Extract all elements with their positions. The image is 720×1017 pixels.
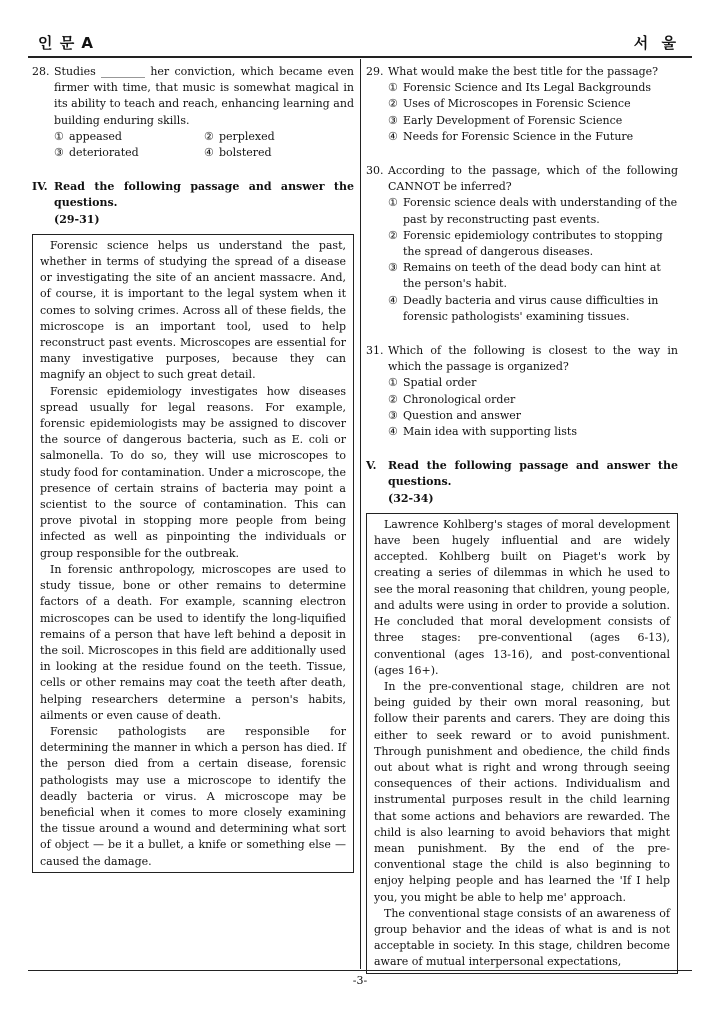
right-column [366,64,678,974]
question-28 [32,64,354,129]
page-header [28,32,692,54]
option-3[interactable]: ③ deteriorated [54,146,139,160]
option-4[interactable]: ④ Needs for Forensic Science in the Future [388,129,634,143]
question-number: 28. [32,65,50,78]
column-divider [360,59,361,969]
question-31 [366,343,678,375]
question-28-options [54,129,354,161]
section-title: Read the following passage and answer the questions. [54,180,354,210]
option-4[interactable]: ④ bolstered [204,146,272,160]
option-3[interactable]: ③ Early Development of Forensic Science [388,113,623,127]
option-2[interactable]: ② perplexed [204,129,275,143]
option-2[interactable]: ② Forensic epidemiology contributes to stopping the spread of dangerous diseases. [388,228,663,259]
option-1[interactable]: ① Spatial order [388,376,477,390]
question-stem: According to the passage, which of the following CANNOT be inferred? [388,164,678,194]
passage-kohlberg [366,513,678,974]
section-5-heading: V. Read the following passage and answer the questions. (32-34) [366,459,678,505]
option-1[interactable]: ① appeased [54,129,122,143]
section-4-heading: IV. Read the following passage and answer the questions. (29-31) [32,180,354,226]
question-30 [366,163,678,195]
option-4[interactable]: ④ Deadly bacteria and virus cause difficulties in forensic pathologists' examining tissues. [388,293,659,323]
passage-paragraph: In the pre-conventional stage, children are not being guided by their own moral reasoning, but follow their parents and carers. They are doing this either to seek reward or to avoid punishment. Through punishment and obedience, the child finds out about what is right and wrong through seeing consequences of their actions. Individualism and instrumental purposes result in the child learning that some actions and behaviors are rewarded. The child is also learning to avoid behaviors that might mean punishment. By the end of the pre-conventional stage the child is also beginning to enjoy helping people and has learned the 'If I help you, you might be able to help me' approach. [374,679,670,904]
question-29-options [388,80,678,145]
option-1[interactable]: ① Forensic science deals with understanding of the past by reconstructing past events. [388,196,678,226]
section-range: (32-34) [388,491,434,505]
question-number: 29. [366,65,384,78]
option-1[interactable]: ① Forensic Science and Its Legal Backgrounds [388,81,652,95]
question-30-options [388,195,678,325]
footer-divider [28,970,692,971]
passage-paragraph: The conventional stage consists of an awareness of group behavior and the ideas of what is and is not acceptable in society. In this stage, children become aware of mutual interpersonal expectations, [374,906,670,969]
section-range: (29-31) [54,212,100,226]
question-stem: What would make the best title for the passage? [388,65,659,78]
option-2[interactable]: ② Chronological order [388,392,516,406]
left-column [32,64,354,873]
passage-paragraph: Forensic science helps us understand the past, whether in terms of studying the spread of a disease or investigating the site of an ancient massacre. And, of course, it is important to the legal system when it comes to solving crimes. Across all of these fields, the microscope is an important tool, used to help reconstruct past events. Microscopes are essential for many investigative purposes, because they can magnify an object to such great detail. [40,238,346,382]
question-29 [366,64,678,80]
option-3[interactable]: ③ Remains on teeth of the dead body can hint at the person's habit. [388,261,661,291]
question-number: 31. [366,344,384,358]
option-2[interactable]: ② Uses of Microscopes in Forensic Science [388,97,631,111]
question-number: 30. [366,164,384,178]
question-stem: Which of the following is closest to the way in which the passage is organized? [388,344,678,374]
question-stem: Studies ________ her conviction, which became even firmer with time, that music is somewhat magical in its ability to teach and reach, enhancing learning and building enduring skills. [54,65,354,127]
header-school: 서 울 [633,34,680,52]
passage-paragraph: Forensic epidemiology investigates how diseases spread usually for legal reasons. For example, forensic epidemiologists may be assigned to discover the source of dangerous bacteria, such as E. coli or salmonella. To do so, they will use microscopes to study food for contamination. Under a microscope, the presence of certain strains of bacteria may point a scientist to the source of contamination. This can prove pivotal in stopping more people from being infected as well as pinpointing the individuals or group responsible for the outbreak. [40,384,346,560]
option-3[interactable]: ③ Question and answer [388,408,522,422]
option-4[interactable]: ④ Main idea with supporting lists [388,425,577,439]
section-title: Read the following passage and answer the questions. [388,459,678,489]
question-31-options [388,375,678,440]
passage-paragraph: Forensic pathologists are responsible for determining the manner in which a person has died. If the person died from a certain disease, forensic pathologists may use a microscope to identify the deadly bacteria or virus. A microscope may be beneficial when it comes to more closely examining the tissue around a wound and determining what sort of object — be it a bullet, a knife or something else — caused the damage. [40,724,346,868]
header-divider [28,56,692,58]
passage-paragraph: Lawrence Kohlberg's stages of moral development have been hugely influential and are widely accepted. Kohlberg built on Piaget's work by creating a series of dilemmas in which he used to see the moral reasoning that children, young people, and adults were using in order to provide a solution. He concluded that moral development consists of three stages: pre-conventional (ages 6-13), conventional (ages 13-16), and post-conventional (ages 16+). [374,517,670,677]
passage-paragraph: In forensic anthropology, microscopes are used to study tissue, bone or other remains to determine factors of a death. For example, scanning electron microscopes can be used to identify the long-liquified remains of a person that have left behind a deposit in the soil. Microscopes in this field are additionally used in looking at the residue found on the teeth. Tissue, cells or other remains may coat the teeth after death, helping researchers determine a person's habits, ailments or even cause of death. [40,562,346,722]
header-subject: 인 문 A [38,34,95,52]
passage-forensic-science [32,234,354,873]
page-number: -3- [352,974,368,987]
